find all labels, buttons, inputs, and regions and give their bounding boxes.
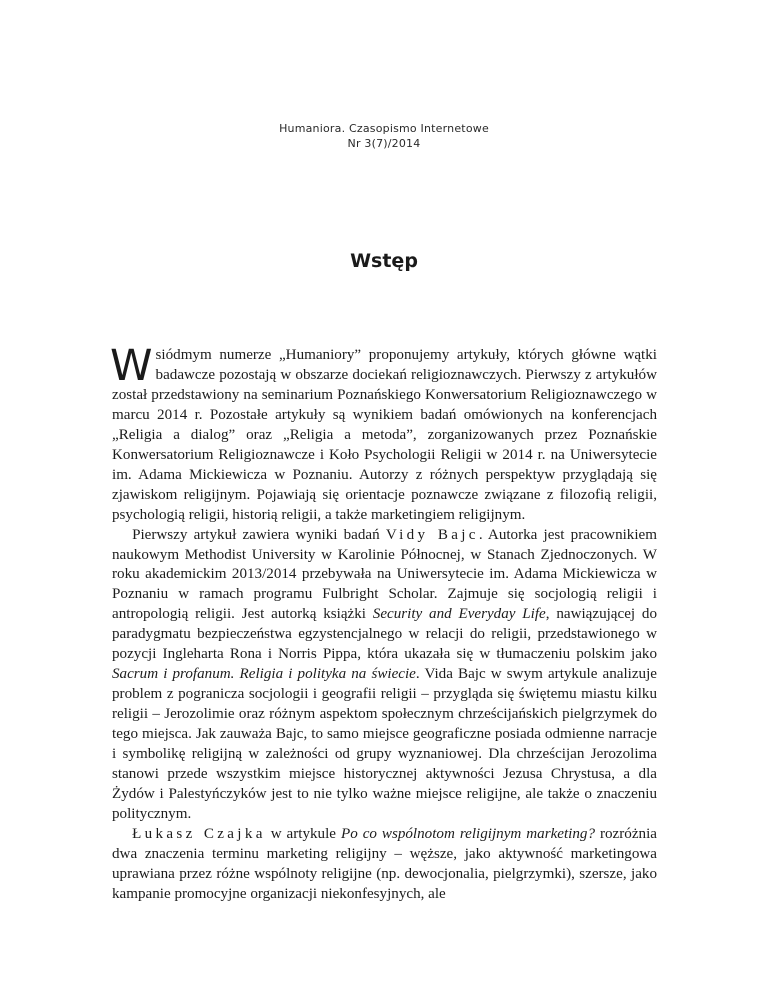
paragraph-text: rozróżnia dwa znaczenia terminu marketing religijny – węższe, jako aktywność marketingowa uprawiana przez różne wspólnoty religijne (np. dewocjonalia, pielgrzymki), szersze, jako kampanie promocyjne organizacji niekonfesyjnych, ale [112,825,657,902]
paragraph-text: Pierwszy artykuł zawiera wyniki badań [132,526,380,543]
book-title: Sacrum i profanum. Religia i polityka na świecie [112,666,416,683]
page-title: Wstęp [350,250,418,272]
paragraph-text: . Vida Bajc w swym artykule analizuje problem z pogranicza socjologii i geografii religii – przygląda się świętemu miastu kilku religii – Jerozolimie oraz różnym aspektom społecznym chrześcijańskich pielgrzymek do tego miejsca. Jak zauważa Bajc, to samo miejsce geograficzne posiada odmienne narracje i symbolikę religijną w zależności od grupy wyznaniowej. Dla chrześcijan Jerozolima stanowi przede wszystkim miejsce historycznej aktywności Jezusa Chrystusa, a dla Żydów i Palestyńczyków jest to nie tylko ważne miejsce religijne, ale także o znaczeniu politycznym. [112,666,657,822]
paragraph-2 [112,526,657,825]
running-header [0,121,768,151]
paragraph-text: , nawiązującej do paradygmatu bezpieczeństwa egzystencjalnego w relacji do religii, przedstawionego w pozycji Ingleharta Rona i Norris Pippa, która ukazała się w tłumaczeniu polskim jako [112,606,657,663]
author-name: Łukasz Czajka [132,825,266,842]
article-title: Po co wspólnotom religijnym marketing? [340,825,596,842]
paragraph-text: w artykule [270,825,336,842]
paragraph-text: siódmym numerze „Humaniory” proponujemy artykuły, których główne wątki badawcze pozostają w obszarze dociekań religioznawczych. Pierwszy z artykułów został przedstawiony na seminarium Poznańskiego Konwersatorium Religioznawczego w marcu 2014 r. Pozostałe artykuły są wynikiem badań omówionych na konferencjach „Religia a dialog” oraz „Religia a metoda”, zorganizowanych przez Poznańskie Konwersatorium Religioznawcze i Koło Psychologii Religii w 2014 r. na Uniwersytecie im. Adama Mickiewicza w Poznaniu. Autorzy z różnych perspektyw przyglądają się zjawiskom religijnym. Pojawiają się orientacje poznawcze związane z filozofią religii, psychologią religii, historią religii, a także marketingiem religijnym. [112,347,657,523]
paragraph-1 [110,341,657,526]
paragraph-3 [112,825,657,905]
author-name: Vidy Bajc [385,526,479,543]
drop-cap: W [110,341,153,391]
paragraph-text: . Autorka jest pracownikiem naukowym Methodist University w Karolinie Północnej, w Stanach Zjednoczonych. W roku akademickim 2013/2014 przebywała na Uniwersytecie im. Adama Mickiewicza w Poznaniu w ramach programu Fulbright Scholar. Zajmuje się socjologią religii i antropologią religii. Jest autorką książki [112,526,657,623]
journal-name: Humaniora. Czasopismo Internetowe [279,122,489,135]
book-title: Security and Everyday Life [372,606,546,623]
issue-number: Nr 3(7)/2014 [347,137,421,150]
article-body [110,341,657,905]
